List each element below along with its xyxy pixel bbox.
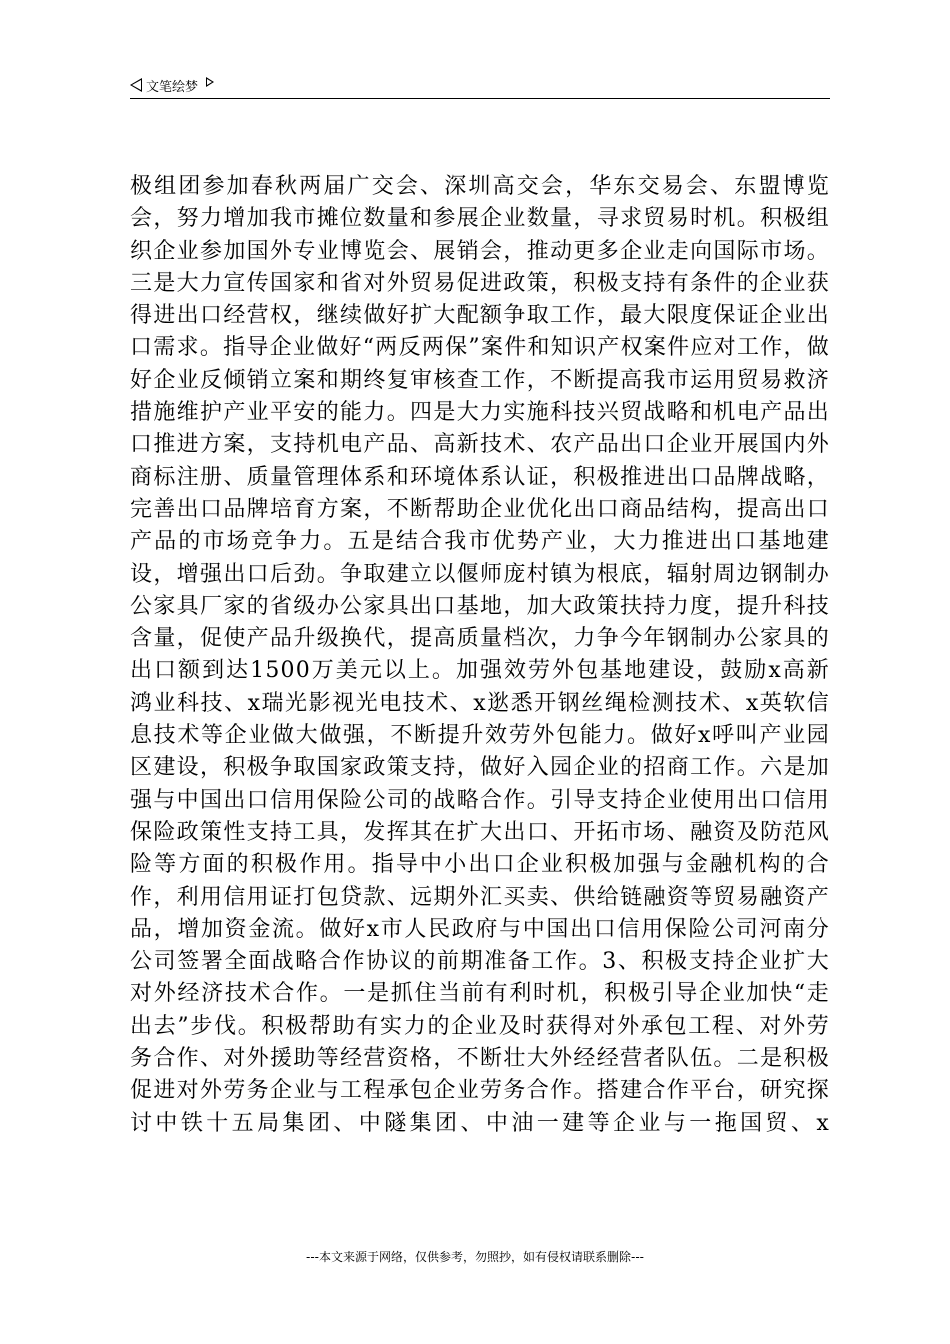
header-brand [130,74,214,96]
page-footer: ---本文来源于网络，仅供参考，勿照抄，如有侵权请联系删除--- [306,1250,644,1264]
body-paragraph: 极组团参加春秋两届广交会、深圳高交会，华东交易会、东盟博览会，努力增加我市摊位数量和参展企业数量，寻求贸易时机。积极组织企业参加国外专业博览会、展销会，推动更多企业走向国际市场。三是大力宣传国家和省对外贸易促进政策，积极支持有条件的企业获得进出口经营权，继续做好扩大配额争取工作，最大限度保证企业出口需求。指导企业做好“两反两保”案件和知识产权案件应对工作，做好企业反倾销立案和期终复审核查工作，不断提高我市运用贸易救济措施维护产业平安的能力。四是大力实施科技兴贸战略和机电产品出口推进方案，支持机电产品、高新技术、农产品出口企业开展国内外商标注册、质量管理体系和环境体系认证，积极推进出口品牌战略，完善出口品牌培育方案，不断帮助企业优化出口商品结构，提高出口产品的市场竞争力。五是结合我市优势产业，大力推进出口基地建设，增强出口后劲。争取建立以偃师庞村镇为根底，辐射周边钢制办公家具厂家的省级办公家具出口基地，加大政策扶持力度，提升科技含量，促使产品升级换代，提高质量档次，力争今年钢制办公家具的出口额到达1500万美元以上。加强效劳外包基地建设，鼓励x高新鸿业科技、x瑞光影视光电技术、x逖悉开钢丝绳检测技术、x英软信息技术等企业做大做强，不断提升效劳外包能力。做好x呼叫产业园区建设，积极争取国家政策支持，做好入园企业的招商工作。六是加强与中国出口信用保险公司的战略合作。引导支持企业使用出口信用保险政策性支持工具，发挥其在扩大出口、开拓市场、融资及防范风险等方面的积极作用。指导中小出口企业积极加强与金融机构的合作，利用信用证打包贷款、远期外汇买卖、供给链融资等贸易融资产品，增加资金流。做好x市人民政府与中国出口信用保险公司河南分公司签署全面战略合作协议的前期准备工作。3、积极支持企业扩大对外经济技术合作。一是抓住当前有利时机，积极引导企业加快“走出去”步伐。积极帮助有实力的企业及时获得对外承包工程、对外劳务合作、对外援助等经营资格，不断壮大外经经营者队伍。二是积极促进对外劳务企业与工程承包企业劳务合作。搭建合作平台，研究探讨中铁十五局集团、中隧集团、中油一建等企业与一拖国贸、x [130,174,830,1136]
triangle-left-icon [130,78,142,92]
brand-label: 文笔绘梦 [146,79,199,95]
page-header [130,74,830,99]
triangle-right-icon [206,77,214,87]
